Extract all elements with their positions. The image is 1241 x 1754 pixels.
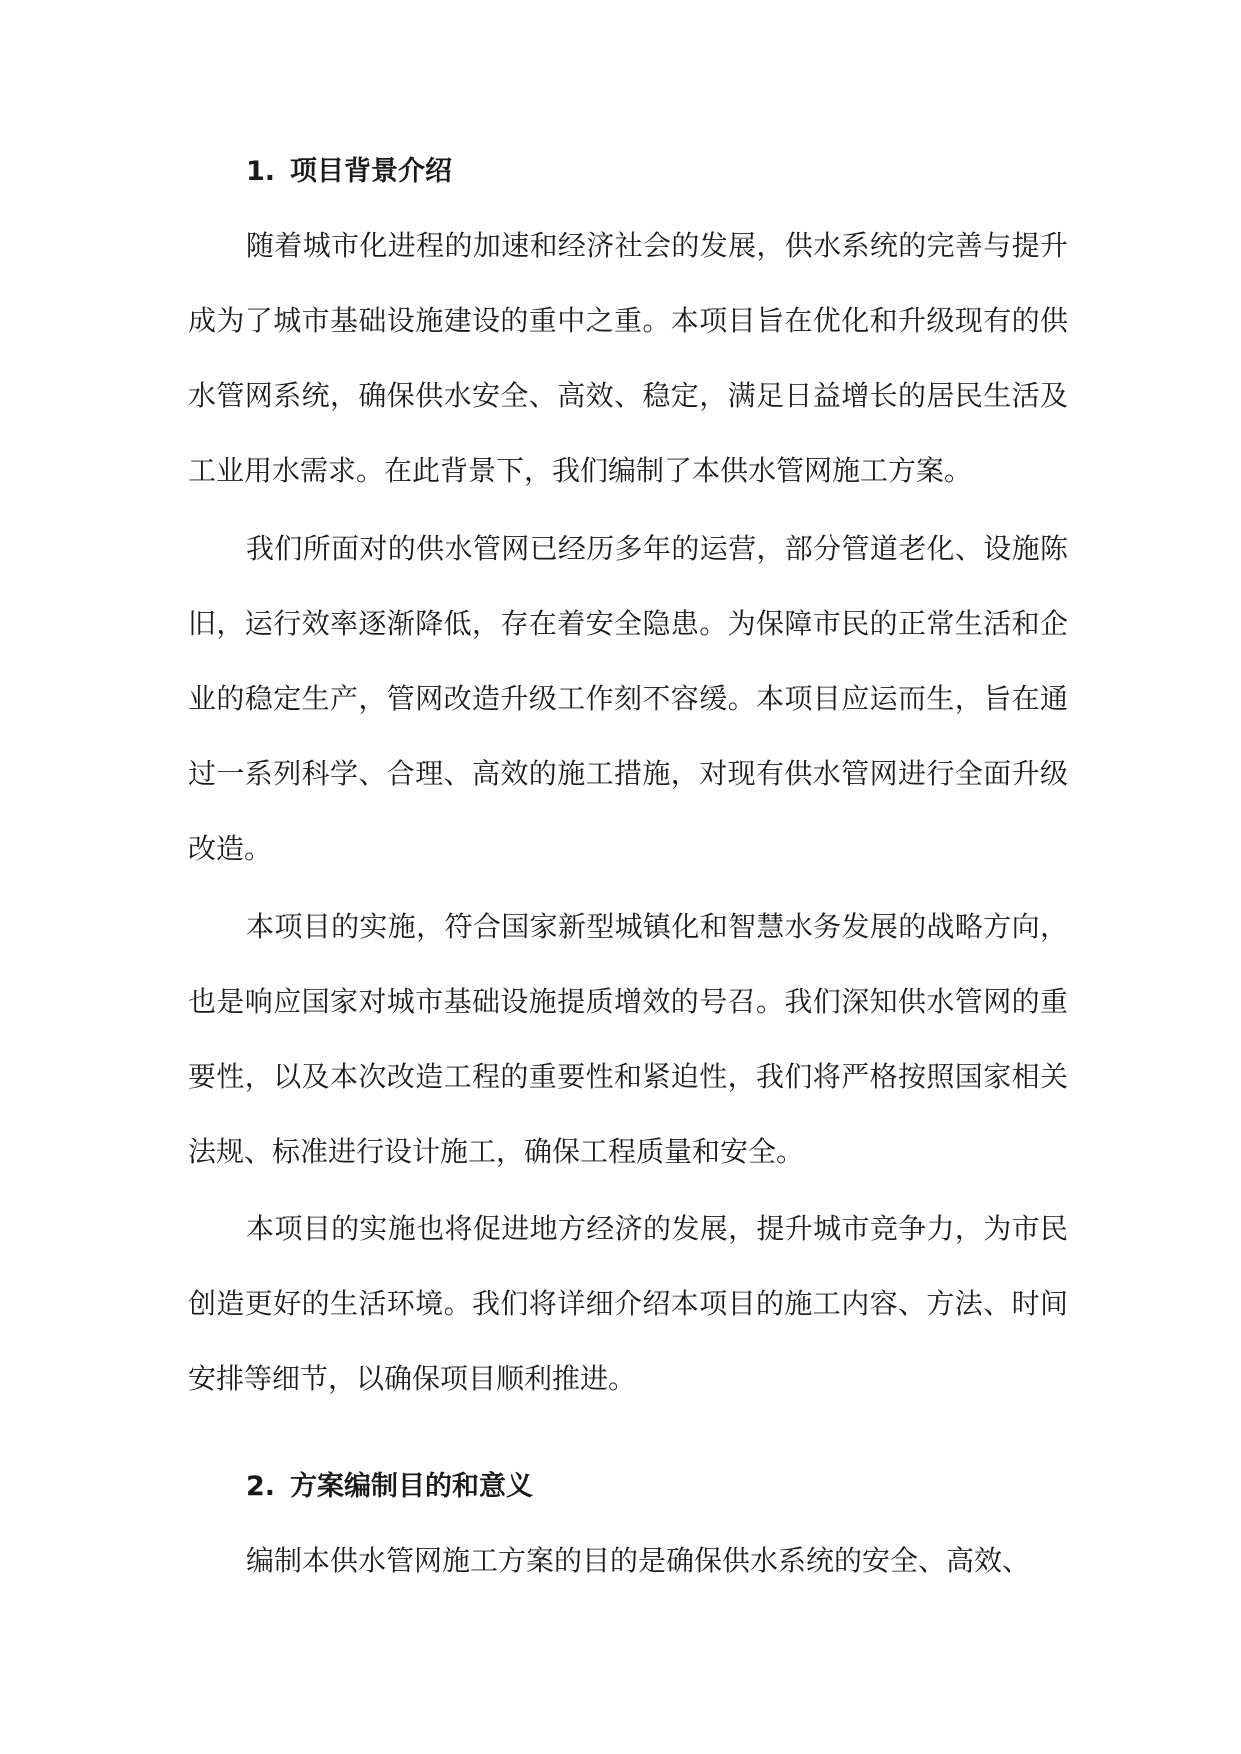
paragraph-1-4: 本项目的实施也将促进地方经济的发展，提升城市竞争力，为市民创造更好的生活环境。我们将详细介绍本项目的施工内容、方法、时间安排等细节，以确保项目顺利推进。 [188,1212,1068,1395]
section-heading-2 [246,1467,533,1507]
section-number-2: 2. [246,1471,276,1502]
section-title-2: 方案编制目的和意义 [290,1471,533,1502]
section-number-1: 1. [246,156,276,187]
paragraph-1-2: 我们所面对的供水管网已经历多年的运营，部分管道老化、设施陈旧，运行效率逐渐降低，存在着安全隐患。为保障市民的正常生活和企业的稳定生产，管网改造升级工作刻不容缓。本项目应运而生，旨在通过一系列科学、合理、高效的施工措施，对现有供水管网进行全面升级改造。 [188,532,1068,865]
section-title-1: 项目背景介绍 [290,156,452,187]
paragraph-1-1: 随着城市化进程的加速和经济社会的发展，供水系统的完善与提升成为了城市基础设施建设的重中之重。本项目旨在优化和升级现有的供水管网系统，确保供水安全、高效、稳定，满足日益增长的居民生活及工业用水需求。在此背景下，我们编制了本供水管网施工方案。 [188,229,1068,487]
paragraph-2-1: 编制本供水管网施工方案的目的是确保供水系统的安全、高效、 [246,1544,1031,1577]
paragraph-1-3: 本项目的实施，符合国家新型城镇化和智慧水务发展的战略方向，也是响应国家对城市基础设施提质增效的号召。我们深知供水管网的重要性，以及本次改造工程的重要性和紧迫性，我们将严格按照国家相关法规、标准进行设计施工，确保工程质量和安全。 [188,910,1068,1168]
section-heading-1 [246,152,452,192]
